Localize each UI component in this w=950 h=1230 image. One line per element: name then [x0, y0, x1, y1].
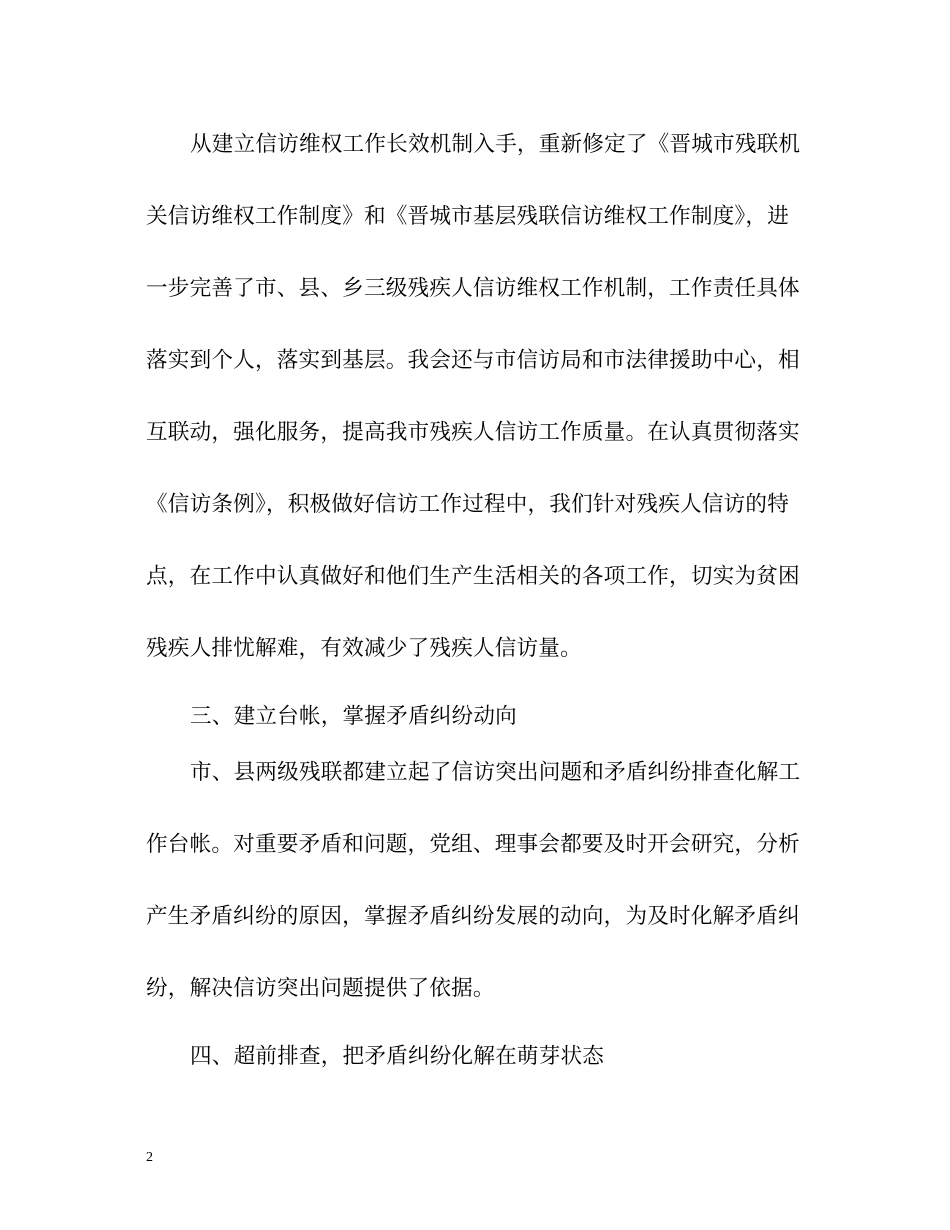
paragraph-line: 从建立信访维权工作长效机制入手，重新修定了《晋城市残联机	[190, 132, 801, 157]
paragraph-line: 点，在工作中认真做好和他们生产生活相关的各项工作，切实为贫困	[146, 564, 800, 589]
paragraph-line: 产生矛盾纠纷的原因，掌握矛盾纠纷发展的动向，为及时化解矛盾纠	[146, 904, 800, 929]
paragraph-line: 残疾人排忧解难，有效减少了残疾人信访量。	[146, 636, 582, 661]
paragraph-line: 《信访条例》，积极做好信访工作过程中，我们针对残疾人信访的特	[146, 492, 790, 517]
paragraph-line: 作台帐。对重要矛盾和问题，党组、理事会都要及时开会研究，分析	[146, 832, 800, 857]
paragraph-line: 关信访维权工作制度》和《晋城市基层残联信访维权工作制度》，进	[146, 204, 790, 229]
paragraph-line: 互联动，强化服务，提高我市残疾人信访工作质量。在认真贯彻落实	[146, 420, 800, 445]
paragraph-line: 市、县两级残联都建立起了信访突出问题和矛盾纠纷排查化解工	[190, 760, 801, 785]
page-number: 2	[146, 1150, 153, 1165]
paragraph-line: 落实到个人，落实到基层。我会还与市信访局和市法律援助中心，相	[146, 348, 800, 373]
paragraph-line: 纷，解决信访突出问题提供了依据。	[146, 976, 495, 1001]
section-heading: 四、超前排查，把矛盾纠纷化解在萌芽状态	[190, 1044, 605, 1069]
section-heading: 三、建立台帐，掌握矛盾纠纷动向	[190, 704, 517, 729]
paragraph-line: 一步完善了市、县、乡三级残疾人信访维权工作机制，工作责任具体	[146, 276, 800, 301]
